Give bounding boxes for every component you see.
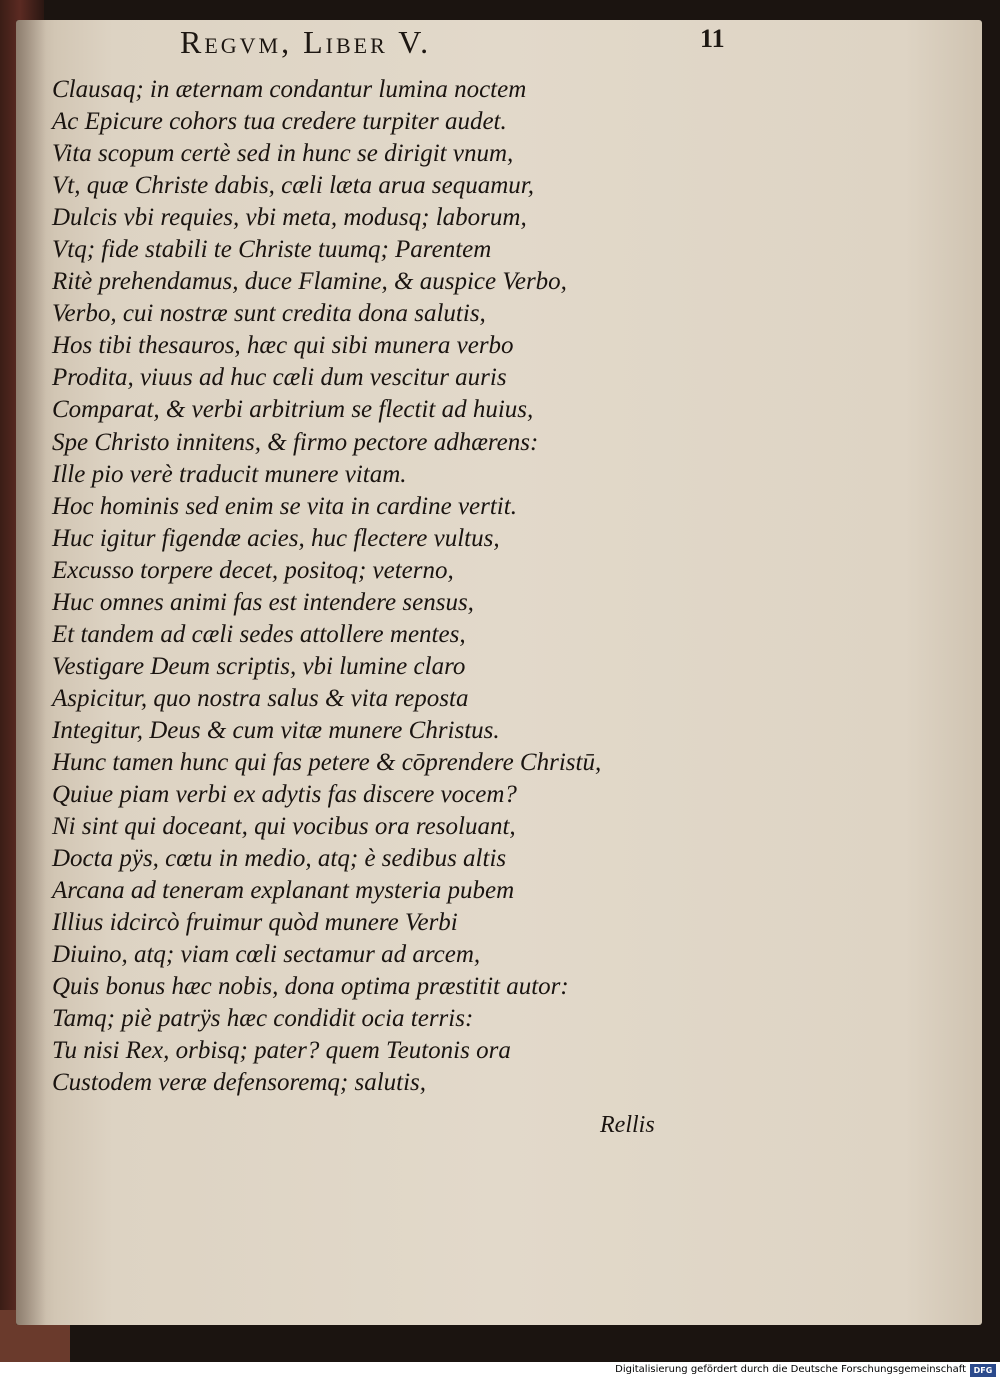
verse-line: Ni sint qui doceant, qui vocibus ora resoluant, — [52, 813, 516, 841]
footer-credit: Digitalisierung gefördert durch die Deutsche Forschungsgemeinschaft — [615, 1364, 966, 1375]
verse-line: Ac Epicure cohors tua credere turpiter audet. — [52, 108, 507, 136]
verse-line: Docta pÿs, cœtu in medio, atq; è sedibus altis — [52, 845, 507, 873]
verse-line: Vita scopum certè sed in hunc se dirigit vnum, — [52, 140, 514, 168]
verse-line: Hunc tamen hunc qui fas petere & cōprendere Christū, — [52, 748, 602, 776]
gutter-shadow — [16, 20, 46, 1325]
verse-line: Huc igitur figendæ acies, huc flectere vultus, — [52, 524, 500, 552]
verse-line: Huc omnes animi fas est intendere sensus, — [52, 588, 474, 616]
verse-line: Et tandem ad cæli sedes attollere mentes, — [52, 620, 466, 648]
verse-line: Hoc hominis sed enim se vita in cardine vertit. — [52, 492, 517, 520]
verse-line: Ille pio verè traducit munere vitam. — [52, 460, 407, 488]
verse-line: Excusso torpere decet, positoq; veterno, — [52, 556, 454, 584]
catchword: Rellis — [600, 1112, 655, 1138]
verse-line: Clausaq; in æternam condantur lumina noctem — [52, 76, 527, 103]
verse-line: Spe Christo innitens, & firmo pectore adhærens: — [52, 428, 539, 456]
verse-line: Hos tibi thesauros, hæc qui sibi munera verbo — [52, 332, 514, 360]
verse-line: Quis bonus hæc nobis, dona optima præstitit autor: — [52, 973, 569, 1001]
verse-line: Verbo, cui nostræ sunt credita dona salutis, — [52, 300, 486, 328]
verse-line: Ritè prehendamus, duce Flamine, & auspice Verbo, — [52, 268, 567, 296]
verse-line: Vt, quæ Christe dabis, cæli læta arua sequamur, — [52, 172, 534, 200]
verse-line: Quiue piam verbi ex adytis fas discere vocem? — [52, 781, 517, 809]
running-head: Regvm, Liber V. — [180, 24, 432, 60]
verse-line: Tamq; piè patrÿs hæc condidit ocia terris: — [52, 1005, 474, 1033]
verse-line: Vestigare Deum scriptis, vbi lumine claro — [52, 652, 466, 680]
verse-line: Illius idcircò fruimur quòd munere Verbi — [52, 909, 458, 937]
verse-line: Comparat, & verbi arbitrium se flectit ad huius, — [52, 396, 534, 424]
verse-line: Custodem veræ defensoremq; salutis, — [52, 1069, 427, 1097]
folio-number: 11 — [700, 24, 725, 53]
verse-line: Aspicitur, quo nostra salus & vita reposta — [52, 684, 469, 712]
verse-line: Diuino, atq; viam cœli sectamur ad arcem, — [52, 941, 481, 969]
verse-list — [52, 74, 692, 1100]
verse-line: Vtq; fide stabili te Christe tuumq; Parentem — [52, 236, 492, 264]
verse-line: Dulcis vbi requies, vbi meta, modusq; laborum, — [52, 204, 527, 232]
dfg-logo: DFG — [970, 1364, 996, 1377]
verse-line: Tu nisi Rex, orbisq; pater? quem Teutonis ora — [52, 1037, 511, 1065]
verse-line: Integitur, Deus & cum vitæ munere Christus. — [52, 716, 500, 744]
verse-line: Prodita, viuus ad huc cæli dum vescitur auris — [52, 364, 507, 392]
verse-line: Arcana ad teneram explanant mysteria pubem — [52, 877, 515, 905]
